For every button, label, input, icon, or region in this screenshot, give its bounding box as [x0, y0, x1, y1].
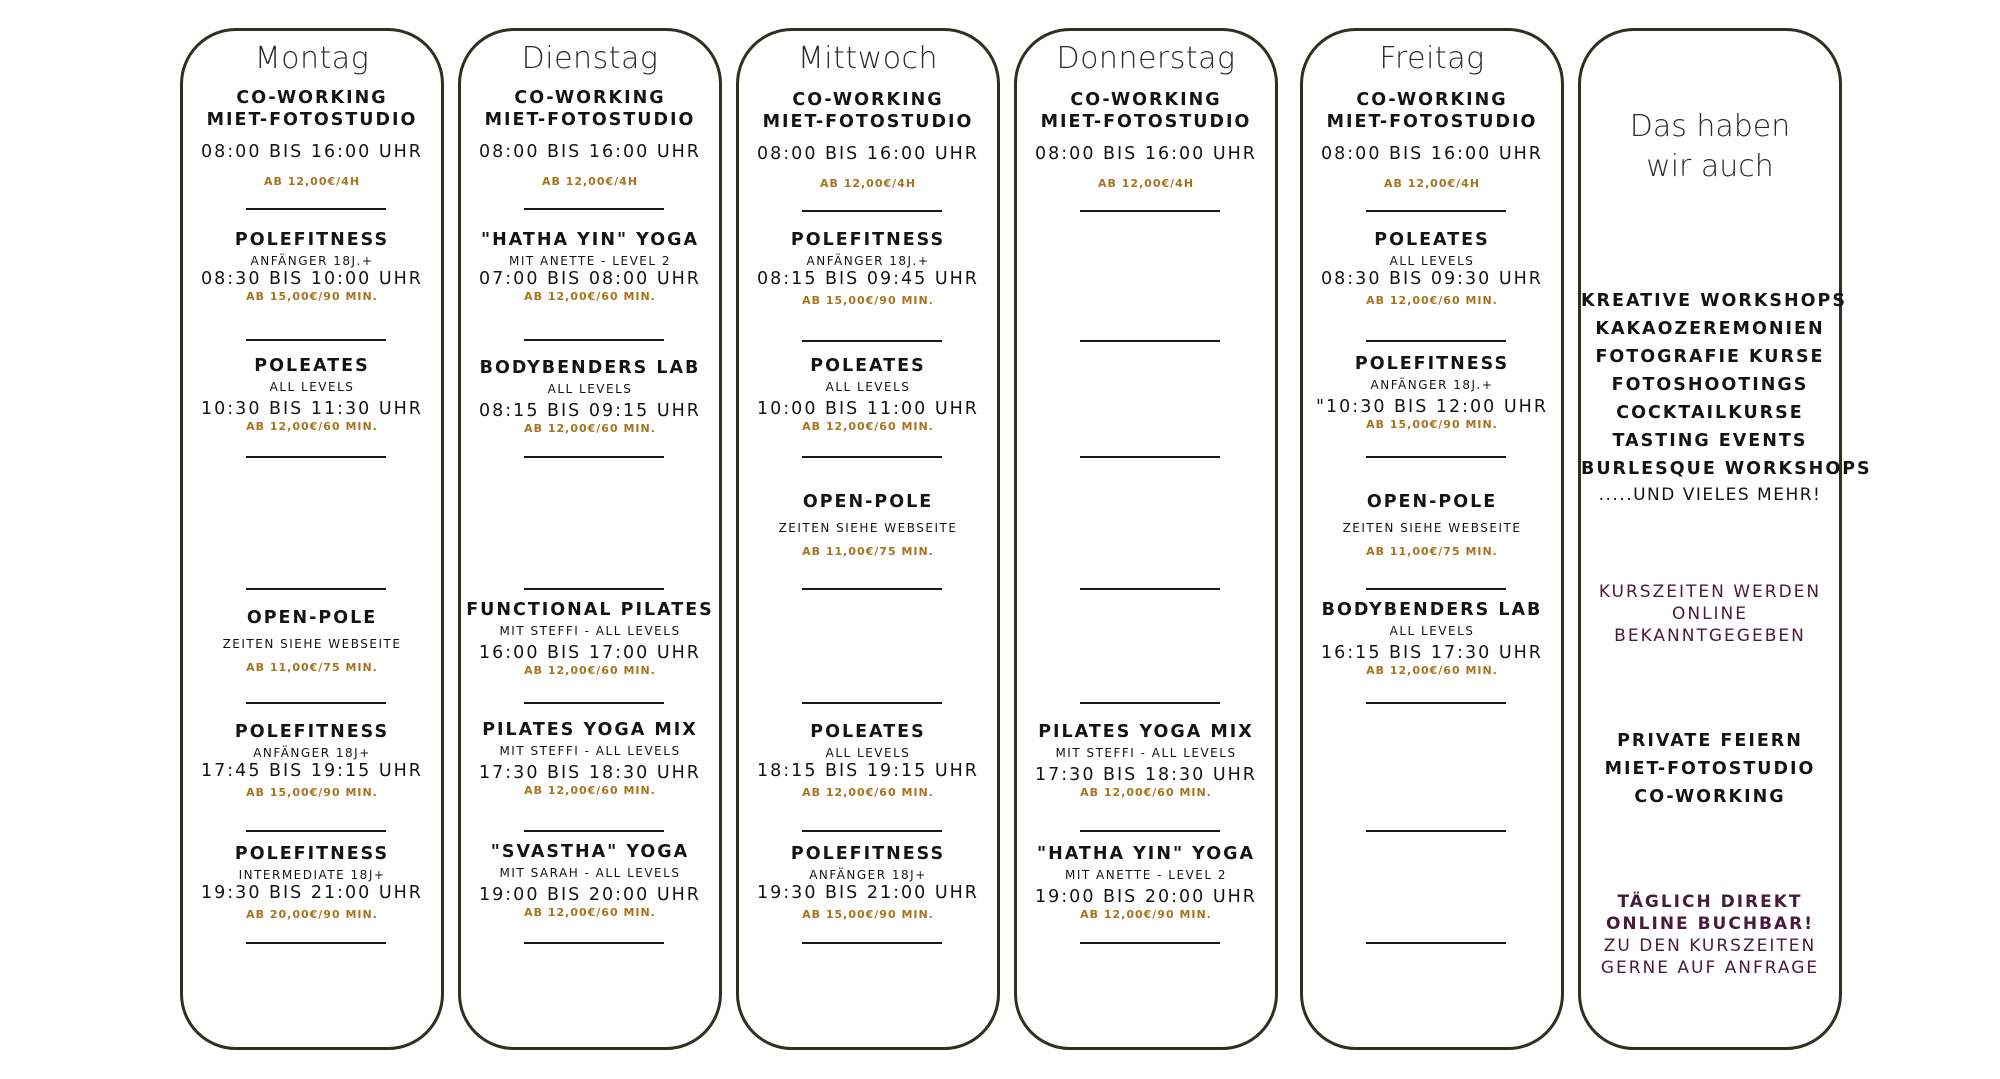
class-time: 08:00 BIS 16:00 UHR: [1321, 144, 1543, 164]
class-level: ANFÄNGER 18J+: [809, 868, 927, 882]
divider: [1080, 942, 1220, 944]
class-title: POLEFITNESS: [1354, 354, 1510, 374]
day-title: Dienstag: [521, 41, 659, 76]
class-time: 07:00 BIS 08:00 UHR: [479, 269, 701, 289]
booking-line: TÄGLICH DIREKT: [1617, 892, 1803, 912]
booking-line: ZU DEN KURSZEITEN: [1603, 936, 1817, 956]
class-time: 17:30 BIS 18:30 UHR: [1035, 765, 1257, 785]
divider: [1080, 210, 1220, 212]
class-title: CO-WORKING: [236, 88, 388, 108]
class-time: 18:15 BIS 19:15 UHR: [757, 761, 979, 781]
class-time: 08:00 BIS 16:00 UHR: [1035, 144, 1257, 164]
divider: [1366, 340, 1506, 342]
class-level: ALL LEVELS: [825, 380, 911, 394]
class-title: CO-WORKING: [1070, 90, 1222, 110]
notice-line: ONLINE: [1671, 604, 1749, 624]
class-time: 08:30 BIS 09:30 UHR: [1321, 269, 1543, 289]
class-price: AB 12,00€/60 MIN.: [802, 786, 934, 799]
class-price: AB 12,00€/4H: [1097, 177, 1195, 190]
divider: [1366, 588, 1506, 590]
class-title: CO-WORKING: [514, 88, 666, 108]
divider: [1080, 456, 1220, 458]
class-price: AB 12,00€/60 MIN.: [1366, 664, 1498, 677]
class-title: PILATES YOGA MIX: [482, 720, 698, 740]
class-time: 17:30 BIS 18:30 UHR: [479, 763, 701, 783]
class-level: ZEITEN SIEHE WEBSEITE: [778, 521, 958, 535]
class-level: ALL LEVELS: [1389, 254, 1475, 268]
extras-heading: [1581, 107, 1839, 187]
class-price: AB 20,00€/90 MIN.: [246, 908, 378, 921]
divider: [246, 942, 386, 944]
class-title: MIET-FOTOSTUDIO: [1040, 112, 1252, 132]
class-level: INTERMEDIATE 18J+: [238, 868, 386, 882]
list-item: BURLESQUE WORKSHOPS: [1581, 459, 1872, 479]
class-pilates-yoga-mix: [461, 719, 719, 798]
class-level: ANFÄNGER 18J+: [253, 746, 371, 760]
class-open-pole: [739, 491, 997, 559]
divider: [1366, 942, 1506, 944]
class-functional-pilates: [461, 599, 719, 678]
divider: [524, 588, 664, 590]
class-price: AB 15,00€/90 MIN.: [246, 290, 378, 303]
class-title: PILATES YOGA MIX: [1038, 722, 1254, 742]
class-price: AB 12,00€/90 MIN.: [1080, 908, 1212, 921]
divider: [524, 339, 664, 341]
class-coworking: [739, 89, 997, 191]
notice-block: [1581, 581, 1839, 647]
divider: [1366, 830, 1506, 832]
class-coworking: [1017, 89, 1275, 191]
class-title: OPEN-POLE: [1366, 492, 1498, 512]
class-level: MIT ANETTE - LEVEL 2: [1065, 868, 1227, 882]
divider: [802, 456, 942, 458]
day-column-donnerstag: [1014, 28, 1278, 1050]
class-time: 08:30 BIS 10:00 UHR: [201, 269, 423, 289]
divider: [246, 702, 386, 704]
class-price: AB 12,00€/60 MIN.: [524, 290, 656, 303]
day-column-mittwoch: [736, 28, 1000, 1050]
class-level: ZEITEN SIEHE WEBSEITE: [222, 637, 402, 651]
list-item: KREATIVE WORKSHOPS: [1581, 291, 1847, 311]
class-coworking: [183, 87, 441, 189]
class-polefitness: [739, 229, 997, 308]
class-hatha-yin-yoga: [461, 229, 719, 304]
divider: [246, 456, 386, 458]
divider: [524, 208, 664, 210]
day-title: Montag: [254, 41, 370, 76]
divider: [524, 942, 664, 944]
class-level: ALL LEVELS: [1389, 624, 1475, 638]
booking-line: ONLINE BUCHBAR!: [1605, 914, 1815, 934]
class-bodybenders-lab: [461, 357, 719, 436]
booking-line: GERNE AUF ANFRAGE: [1600, 958, 1820, 978]
class-price: AB 12,00€/60 MIN.: [1366, 294, 1498, 307]
class-price: AB 11,00€/75 MIN.: [802, 545, 934, 558]
day-column-freitag: [1300, 28, 1564, 1050]
class-level: ZEITEN SIEHE WEBSEITE: [1342, 521, 1522, 535]
list-item: COCKTAILKURSE: [1616, 403, 1804, 423]
class-title: MIET-FOTOSTUDIO: [484, 110, 696, 130]
class-level: ANFÄNGER 18J.+: [250, 254, 374, 268]
divider: [524, 702, 664, 704]
class-polefitness: [183, 721, 441, 800]
class-price: AB 15,00€/90 MIN.: [802, 294, 934, 307]
class-polefitness: [1303, 353, 1561, 432]
class-open-pole: [1303, 491, 1561, 559]
class-title: FUNCTIONAL PILATES: [466, 600, 714, 620]
class-time: 10:00 BIS 11:00 UHR: [757, 399, 979, 419]
class-time: 08:15 BIS 09:45 UHR: [757, 269, 979, 289]
class-title: CO-WORKING: [792, 90, 944, 110]
class-price: AB 11,00€/75 MIN.: [246, 661, 378, 674]
divider: [1080, 588, 1220, 590]
class-price: AB 11,00€/75 MIN.: [1366, 545, 1498, 558]
class-time: 10:30 BIS 11:30 UHR: [201, 399, 423, 419]
notice-line: KURSZEITEN WERDEN: [1598, 582, 1822, 602]
class-level: MIT STEFFI - ALL LEVELS: [1055, 746, 1237, 760]
divider: [524, 456, 664, 458]
divider: [246, 588, 386, 590]
extras-list: [1581, 287, 1872, 507]
divider: [246, 208, 386, 210]
class-price: AB 12,00€/60 MIN.: [246, 420, 378, 433]
divider: [246, 830, 386, 832]
divider: [524, 830, 664, 832]
class-pilates-yoga-mix: [1017, 721, 1275, 800]
class-time: 19:00 BIS 20:00 UHR: [1035, 887, 1257, 907]
divider: [1080, 702, 1220, 704]
divider: [1080, 830, 1220, 832]
list-item: FOTOGRAFIE KURSE: [1595, 347, 1825, 367]
divider: [802, 210, 942, 212]
class-level: ALL LEVELS: [269, 380, 355, 394]
class-time: 16:15 BIS 17:30 UHR: [1321, 643, 1543, 663]
divider: [802, 588, 942, 590]
class-time: 19:00 BIS 20:00 UHR: [479, 885, 701, 905]
class-title: "SVASTHA" YOGA: [490, 842, 690, 862]
class-time: 19:30 BIS 21:00 UHR: [201, 883, 423, 903]
class-title: POLEATES: [810, 356, 926, 376]
private-line: CO-WORKING: [1634, 787, 1786, 807]
class-title: POLEFITNESS: [790, 844, 946, 864]
class-price: AB 12,00€/4H: [541, 175, 639, 188]
class-title: POLEATES: [1374, 230, 1490, 250]
day-column-dienstag: [458, 28, 722, 1050]
list-item: KAKAOZEREMONIEN: [1595, 319, 1825, 339]
class-title: POLEFITNESS: [234, 722, 390, 742]
extras-heading-line1: Das haben: [1629, 109, 1791, 144]
class-price: AB 15,00€/90 MIN.: [1366, 418, 1498, 431]
class-price: AB 12,00€/60 MIN.: [524, 422, 656, 435]
booking-block: [1581, 891, 1839, 979]
class-price: AB 12,00€/4H: [263, 175, 361, 188]
class-level: ANFÄNGER 18J.+: [1370, 378, 1494, 392]
class-poleates: [739, 721, 997, 800]
class-time: 08:00 BIS 16:00 UHR: [757, 144, 979, 164]
class-poleates: [183, 355, 441, 434]
class-title: BODYBENDERS LAB: [479, 358, 701, 378]
class-time: 08:00 BIS 16:00 UHR: [201, 142, 423, 162]
divider: [1080, 340, 1220, 342]
list-item: FOTOSHOOTINGS: [1611, 375, 1809, 395]
class-time: 08:15 BIS 09:15 UHR: [479, 401, 701, 421]
class-polefitness: [739, 843, 997, 922]
class-price: AB 12,00€/60 MIN.: [524, 664, 656, 677]
class-polefitness: [183, 843, 441, 922]
class-price: AB 15,00€/90 MIN.: [802, 908, 934, 921]
class-title: POLEATES: [810, 722, 926, 742]
class-title: CO-WORKING: [1356, 90, 1508, 110]
class-level: ANFÄNGER 18J.+: [806, 254, 930, 268]
class-hatha-yin-yoga: [1017, 843, 1275, 922]
divider: [802, 942, 942, 944]
class-title: "HATHA YIN" YOGA: [480, 230, 700, 250]
class-title: POLEFITNESS: [234, 844, 390, 864]
class-level: MIT SARAH - ALL LEVELS: [499, 866, 681, 880]
divider: [1366, 702, 1506, 704]
class-title: BODYBENDERS LAB: [1321, 600, 1543, 620]
class-price: AB 12,00€/4H: [1383, 177, 1481, 190]
class-price: AB 12,00€/60 MIN.: [802, 420, 934, 433]
notice-line: BEKANNTGEGEBEN: [1614, 626, 1806, 646]
class-title: POLEFITNESS: [790, 230, 946, 250]
class-level: ALL LEVELS: [825, 746, 911, 760]
divider: [1366, 456, 1506, 458]
divider: [802, 830, 942, 832]
class-price: AB 15,00€/90 MIN.: [246, 786, 378, 799]
class-poleates: [1303, 229, 1561, 308]
class-time: 19:30 BIS 21:00 UHR: [757, 883, 979, 903]
extras-heading-line2: wir auch: [1646, 149, 1774, 184]
divider: [1366, 210, 1506, 212]
class-title: MIET-FOTOSTUDIO: [762, 112, 974, 132]
class-title: "HATHA YIN" YOGA: [1036, 844, 1256, 864]
class-time: 08:00 BIS 16:00 UHR: [479, 142, 701, 162]
class-poleates: [739, 355, 997, 434]
private-line: MIET-FOTOSTUDIO: [1604, 759, 1816, 779]
class-level: MIT STEFFI - ALL LEVELS: [499, 744, 681, 758]
class-title: POLEATES: [254, 356, 370, 376]
class-time: 16:00 BIS 17:00 UHR: [479, 643, 701, 663]
class-level: MIT ANETTE - LEVEL 2: [509, 254, 671, 268]
class-price: AB 12,00€/60 MIN.: [1080, 786, 1212, 799]
private-block: [1581, 727, 1839, 811]
class-level: MIT STEFFI - ALL LEVELS: [499, 624, 681, 638]
class-price: AB 12,00€/4H: [819, 177, 917, 190]
day-title: Donnerstag: [1056, 41, 1236, 76]
divider: [802, 340, 942, 342]
class-svastha-yoga: [461, 841, 719, 920]
divider: [246, 339, 386, 341]
class-price: AB 12,00€/60 MIN.: [524, 784, 656, 797]
class-time: "10:30 BIS 12:00 UHR: [1315, 397, 1548, 417]
class-title: MIET-FOTOSTUDIO: [206, 110, 418, 130]
divider: [802, 702, 942, 704]
day-column-montag: [180, 28, 444, 1050]
class-time: 17:45 BIS 19:15 UHR: [201, 761, 423, 781]
class-open-pole: [183, 607, 441, 675]
list-more: .....UND VIELES MEHR!: [1598, 485, 1822, 505]
class-level: ALL LEVELS: [547, 382, 633, 396]
class-price: AB 12,00€/60 MIN.: [524, 906, 656, 919]
day-title: Freitag: [1379, 41, 1485, 76]
class-title: POLEFITNESS: [234, 230, 390, 250]
class-coworking: [1303, 89, 1561, 191]
class-title: OPEN-POLE: [802, 492, 934, 512]
class-title: OPEN-POLE: [246, 608, 378, 628]
day-title: Mittwoch: [797, 41, 939, 76]
class-title: MIET-FOTOSTUDIO: [1326, 112, 1538, 132]
class-coworking: [461, 87, 719, 189]
extras-column: [1578, 28, 1872, 1050]
private-line: PRIVATE FEIERN: [1617, 731, 1803, 751]
class-bodybenders-lab: [1303, 599, 1561, 678]
class-polefitness: [183, 229, 441, 304]
list-item: TASTING EVENTS: [1612, 431, 1808, 451]
